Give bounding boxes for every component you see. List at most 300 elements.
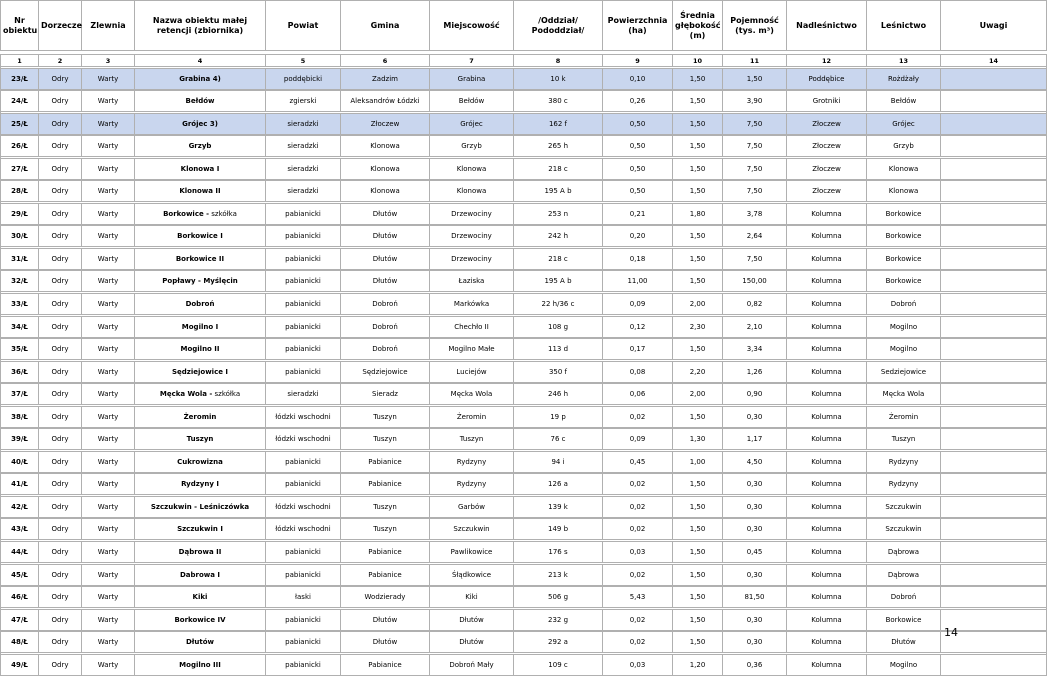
cell-miejscowosc: Dłutów: [430, 609, 514, 630]
cell-pojemnosc: 3,90: [723, 91, 787, 112]
cell-nazwa: [135, 68, 266, 89]
cell-nr: 41/Ł: [1, 474, 39, 495]
cell-uwagi: [941, 406, 1047, 427]
cell-powiat: pabianicki: [266, 271, 341, 292]
cell-glebokosc: 1,00: [673, 451, 723, 472]
cell-zlewnia: Warty: [82, 181, 135, 202]
cell-dorzecze: Odry: [39, 451, 82, 472]
cell-nazwa-suffix: szkółka: [212, 390, 241, 399]
cell-nadlesnictwo: Kolumna: [787, 429, 867, 450]
table-row: [1, 181, 1047, 202]
cell-pojemnosc: 0,36: [723, 654, 787, 675]
cell-miejscowosc: Grabina: [430, 68, 514, 89]
cell-zlewnia: Warty: [82, 68, 135, 89]
cell-zlewnia: Warty: [82, 136, 135, 157]
cell-zlewnia: Warty: [82, 384, 135, 405]
cell-powierzchnia: 0,09: [603, 294, 673, 315]
cell-nadlesnictwo: Kolumna: [787, 587, 867, 608]
cell-glebokosc: 1,50: [673, 339, 723, 360]
cell-oddzial: 246 h: [514, 384, 603, 405]
cell-nr: 33/Ł: [1, 294, 39, 315]
cell-pojemnosc: 2,10: [723, 316, 787, 337]
cell-miejscowosc: Szczukwin: [430, 519, 514, 540]
table-row: [1, 429, 1047, 450]
cell-powiat: łódzki wschodni: [266, 519, 341, 540]
cell-oddzial: 265 h: [514, 136, 603, 157]
cell-zlewnia: Warty: [82, 474, 135, 495]
cell-powiat: sieradzki: [266, 158, 341, 179]
cell-dorzecze: Odry: [39, 542, 82, 563]
cell-pojemnosc: 0,30: [723, 519, 787, 540]
cell-dorzecze: Odry: [39, 294, 82, 315]
cell-gmina: Pabianice: [341, 474, 430, 495]
column-number-row: [1, 55, 1047, 67]
cell-oddzial: 218 c: [514, 158, 603, 179]
table-row: [1, 564, 1047, 585]
cell-nazwa: [135, 384, 266, 405]
cell-powiat: pabianicki: [266, 361, 341, 382]
cell-lesnictwo: Mogilno: [867, 316, 941, 337]
cell-nr: 46/Ł: [1, 587, 39, 608]
cell-nazwa-main: Klonowa I: [180, 164, 220, 173]
cell-nr: 48/Ł: [1, 632, 39, 653]
cell-glebokosc: 1,50: [673, 564, 723, 585]
cell-zlewnia: Warty: [82, 654, 135, 675]
header-nr: Nr obiektu: [1, 1, 39, 51]
cell-pojemnosc: 0,30: [723, 474, 787, 495]
cell-powiat: pabianicki: [266, 339, 341, 360]
cell-nadlesnictwo: Złoczew: [787, 113, 867, 134]
cell-gmina: Tuszyn: [341, 406, 430, 427]
cell-miejscowosc: Markówka: [430, 294, 514, 315]
cell-oddzial: 139 k: [514, 496, 603, 517]
cell-glebokosc: 1,50: [673, 542, 723, 563]
cell-lesnictwo: Szczukwin: [867, 496, 941, 517]
cell-pojemnosc: 0,30: [723, 406, 787, 427]
cell-nazwa: [135, 271, 266, 292]
cell-nazwa-main: Mogilno I: [181, 322, 219, 331]
header-gmina: Gmina: [341, 1, 430, 51]
cell-pojemnosc: 3,34: [723, 339, 787, 360]
cell-oddzial: 126 a: [514, 474, 603, 495]
cell-pojemnosc: 81,50: [723, 587, 787, 608]
cell-nazwa-main: Popławy - Myślęcin: [162, 277, 238, 286]
cell-nazwa: [135, 203, 266, 224]
cell-lesnictwo: Borkowice: [867, 609, 941, 630]
cell-nr: 42/Ł: [1, 496, 39, 517]
cell-lesnictwo: Dąbrowa: [867, 542, 941, 563]
cell-oddzial: 380 c: [514, 91, 603, 112]
cell-nazwa: [135, 248, 266, 269]
cell-oddzial: 218 c: [514, 248, 603, 269]
table-row: [1, 406, 1047, 427]
cell-pojemnosc: 7,50: [723, 248, 787, 269]
cell-zlewnia: Warty: [82, 429, 135, 450]
column-number: 4: [135, 55, 266, 67]
header-lesnictwo: Leśnictwo: [867, 1, 941, 51]
cell-miejscowosc: Męcka Wola: [430, 384, 514, 405]
cell-dorzecze: Odry: [39, 181, 82, 202]
cell-pojemnosc: 0,30: [723, 632, 787, 653]
cell-glebokosc: 1,50: [673, 158, 723, 179]
cell-gmina: Pabianice: [341, 451, 430, 472]
cell-dorzecze: Odry: [39, 339, 82, 360]
cell-nadlesnictwo: Kolumna: [787, 474, 867, 495]
cell-nr: 35/Ł: [1, 339, 39, 360]
cell-nazwa: [135, 294, 266, 315]
cell-lesnictwo: Żeromin: [867, 406, 941, 427]
cell-glebokosc: 2,00: [673, 294, 723, 315]
cell-miejscowosc: Pawlikowice: [430, 542, 514, 563]
cell-nazwa: [135, 429, 266, 450]
cell-powierzchnia: 0,50: [603, 158, 673, 179]
cell-nr: 40/Ł: [1, 451, 39, 472]
table-row: [1, 91, 1047, 112]
cell-zlewnia: Warty: [82, 542, 135, 563]
cell-oddzial: 506 g: [514, 587, 603, 608]
cell-zlewnia: Warty: [82, 632, 135, 653]
cell-nazwa-main: Borkowice -: [163, 209, 210, 218]
table-row: [1, 451, 1047, 472]
cell-lesnictwo: Rydzyny: [867, 474, 941, 495]
cell-powierzchnia: 5,43: [603, 587, 673, 608]
cell-lesnictwo: Borkowice: [867, 226, 941, 247]
cell-nazwa: [135, 91, 266, 112]
cell-oddzial: 113 d: [514, 339, 603, 360]
cell-uwagi: [941, 587, 1047, 608]
cell-powiat: łódzki wschodni: [266, 496, 341, 517]
cell-powierzchnia: 0,50: [603, 113, 673, 134]
cell-lesnictwo: Dobroń: [867, 294, 941, 315]
cell-nadlesnictwo: Poddębice: [787, 68, 867, 89]
cell-dorzecze: Odry: [39, 91, 82, 112]
cell-gmina: Sędziejowice: [341, 361, 430, 382]
cell-powiat: sieradzki: [266, 384, 341, 405]
cell-nr: 44/Ł: [1, 542, 39, 563]
cell-gmina: Dobroń: [341, 294, 430, 315]
cell-nazwa-main: Mogilno III: [179, 660, 221, 669]
cell-oddzial: 94 i: [514, 451, 603, 472]
cell-zlewnia: Warty: [82, 271, 135, 292]
cell-uwagi: [941, 451, 1047, 472]
cell-zlewnia: Warty: [82, 248, 135, 269]
table-row: [1, 203, 1047, 224]
cell-powiat: sieradzki: [266, 136, 341, 157]
cell-uwagi: [941, 181, 1047, 202]
cell-pojemnosc: 0,45: [723, 542, 787, 563]
cell-lesnictwo: Grójec: [867, 113, 941, 134]
cell-nazwa: [135, 564, 266, 585]
cell-gmina: Złoczew: [341, 113, 430, 134]
cell-glebokosc: 1,50: [673, 496, 723, 517]
cell-uwagi: [941, 542, 1047, 563]
table-row: [1, 339, 1047, 360]
header-row: [1, 1, 1047, 51]
cell-uwagi: [941, 68, 1047, 89]
cell-nazwa-main: Kiki: [192, 593, 208, 602]
cell-nr: 26/Ł: [1, 136, 39, 157]
column-number: 13: [867, 55, 941, 67]
cell-nazwa-main: Mogilno II: [180, 345, 220, 354]
cell-powierzchnia: 0,10: [603, 68, 673, 89]
cell-nazwa-main: Sędziejowice I: [171, 367, 229, 376]
cell-nazwa-main: Borkowice I: [177, 232, 223, 241]
cell-nr: 47/Ł: [1, 609, 39, 630]
cell-gmina: Tuszyn: [341, 519, 430, 540]
cell-powierzchnia: 0,02: [603, 474, 673, 495]
cell-nadlesnictwo: Złoczew: [787, 158, 867, 179]
cell-uwagi: [941, 226, 1047, 247]
cell-nazwa: [135, 519, 266, 540]
cell-pojemnosc: 150,00: [723, 271, 787, 292]
cell-gmina: Pabianice: [341, 654, 430, 675]
cell-nazwa-main: Klonowa II: [179, 187, 221, 196]
column-number: 10: [673, 55, 723, 67]
cell-pojemnosc: 0,30: [723, 496, 787, 517]
cell-dorzecze: Odry: [39, 68, 82, 89]
cell-miejscowosc: Drzewociny: [430, 226, 514, 247]
cell-nr: 27/Ł: [1, 158, 39, 179]
cell-miejscowosc: Śłądkowice: [430, 564, 514, 585]
cell-nadlesnictwo: Kolumna: [787, 519, 867, 540]
cell-nadlesnictwo: Kolumna: [787, 294, 867, 315]
cell-dorzecze: Odry: [39, 632, 82, 653]
cell-nazwa: [135, 474, 266, 495]
cell-oddzial: 162 f: [514, 113, 603, 134]
cell-dorzecze: Odry: [39, 406, 82, 427]
cell-glebokosc: 1,50: [673, 248, 723, 269]
cell-nadlesnictwo: Kolumna: [787, 632, 867, 653]
header-zlewnia: Zlewnia: [82, 1, 135, 51]
cell-nadlesnictwo: Kolumna: [787, 384, 867, 405]
cell-pojemnosc: 1,26: [723, 361, 787, 382]
cell-pojemnosc: 0,30: [723, 609, 787, 630]
column-number: 9: [603, 55, 673, 67]
cell-pojemnosc: 7,50: [723, 136, 787, 157]
cell-uwagi: [941, 429, 1047, 450]
cell-zlewnia: Warty: [82, 294, 135, 315]
cell-dorzecze: Odry: [39, 429, 82, 450]
cell-gmina: Klonowa: [341, 181, 430, 202]
column-number: 2: [39, 55, 82, 67]
cell-powiat: pabianicki: [266, 248, 341, 269]
table-row: [1, 632, 1047, 653]
cell-nr: 30/Ł: [1, 226, 39, 247]
cell-powierzchnia: 0,08: [603, 361, 673, 382]
cell-pojemnosc: 0,90: [723, 384, 787, 405]
cell-nazwa-main: Rydzyny I: [181, 480, 219, 489]
cell-nadlesnictwo: Kolumna: [787, 361, 867, 382]
cell-nazwa: [135, 609, 266, 630]
cell-nr: 32/Ł: [1, 271, 39, 292]
cell-nr: 38/Ł: [1, 406, 39, 427]
cell-gmina: Dobroń: [341, 339, 430, 360]
cell-glebokosc: 2,20: [673, 361, 723, 382]
header-uwagi: Uwagi: [941, 1, 1047, 51]
cell-uwagi: [941, 91, 1047, 112]
cell-nadlesnictwo: Kolumna: [787, 609, 867, 630]
cell-uwagi: [941, 339, 1047, 360]
cell-lesnictwo: Dąbrowa: [867, 564, 941, 585]
column-number: 3: [82, 55, 135, 67]
cell-zlewnia: Warty: [82, 113, 135, 134]
cell-nr: 45/Ł: [1, 564, 39, 585]
cell-nazwa: [135, 316, 266, 337]
cell-gmina: Wodzierady: [341, 587, 430, 608]
cell-nr: 39/Ł: [1, 429, 39, 450]
cell-nazwa-main: Dąbrowa II: [178, 548, 222, 557]
cell-zlewnia: Warty: [82, 361, 135, 382]
cell-powiat: łódzki wschodni: [266, 429, 341, 450]
cell-zlewnia: Warty: [82, 496, 135, 517]
cell-dorzecze: Odry: [39, 316, 82, 337]
cell-pojemnosc: 7,50: [723, 158, 787, 179]
cell-powierzchnia: 0,09: [603, 429, 673, 450]
cell-gmina: Dłutów: [341, 203, 430, 224]
cell-nazwa-main: Borkowice II: [175, 254, 225, 263]
cell-powierzchnia: 0,06: [603, 384, 673, 405]
cell-glebokosc: 1,50: [673, 136, 723, 157]
cell-zlewnia: Warty: [82, 158, 135, 179]
cell-pojemnosc: 0,82: [723, 294, 787, 315]
cell-powiat: pabianicki: [266, 226, 341, 247]
cell-pojemnosc: 7,50: [723, 181, 787, 202]
header-nazwa: Nazwa obiektu małej retencji (zbiornika): [135, 1, 266, 51]
cell-zlewnia: Warty: [82, 316, 135, 337]
cell-miejscowosc: Luciejów: [430, 361, 514, 382]
cell-uwagi: [941, 519, 1047, 540]
cell-lesnictwo: Rydzyny: [867, 451, 941, 472]
cell-powiat: pabianicki: [266, 316, 341, 337]
cell-powierzchnia: 0,20: [603, 226, 673, 247]
cell-dorzecze: Odry: [39, 496, 82, 517]
cell-powiat: pabianicki: [266, 203, 341, 224]
cell-glebokosc: 1,50: [673, 587, 723, 608]
cell-nazwa-main: Grójec 3): [182, 119, 218, 128]
cell-glebokosc: 1,50: [673, 91, 723, 112]
cell-dorzecze: Odry: [39, 384, 82, 405]
cell-uwagi: [941, 271, 1047, 292]
cell-zlewnia: Warty: [82, 406, 135, 427]
cell-nazwa: [135, 406, 266, 427]
cell-nazwa: [135, 654, 266, 675]
cell-lesnictwo: Borkowice: [867, 271, 941, 292]
cell-glebokosc: 1,50: [673, 113, 723, 134]
cell-miejscowosc: Bełdów: [430, 91, 514, 112]
cell-nazwa: [135, 361, 266, 382]
cell-nr: 31/Ł: [1, 248, 39, 269]
cell-nazwa-main: Tuszyn: [186, 435, 214, 444]
cell-uwagi: [941, 158, 1047, 179]
cell-nazwa-main: Dłutów: [185, 638, 214, 647]
cell-powierzchnia: 0,02: [603, 609, 673, 630]
cell-gmina: Klonowa: [341, 136, 430, 157]
cell-lesnictwo: Grzyb: [867, 136, 941, 157]
cell-nazwa: [135, 136, 266, 157]
column-number: 7: [430, 55, 514, 67]
cell-gmina: Dłutów: [341, 226, 430, 247]
cell-powierzchnia: 0,02: [603, 564, 673, 585]
cell-uwagi: [941, 203, 1047, 224]
cell-nr: 34/Ł: [1, 316, 39, 337]
cell-miejscowosc: Grójec: [430, 113, 514, 134]
cell-miejscowosc: Grzyb: [430, 136, 514, 157]
cell-powierzchnia: 0,02: [603, 406, 673, 427]
cell-powierzchnia: 0,26: [603, 91, 673, 112]
cell-nr: 36/Ł: [1, 361, 39, 382]
cell-glebokosc: 1,50: [673, 68, 723, 89]
cell-nadlesnictwo: Złoczew: [787, 136, 867, 157]
cell-lesnictwo: Rożdżały: [867, 68, 941, 89]
cell-miejscowosc: Rydzyny: [430, 474, 514, 495]
cell-zlewnia: Warty: [82, 226, 135, 247]
cell-powiat: pabianicki: [266, 654, 341, 675]
cell-oddzial: 10 k: [514, 68, 603, 89]
cell-powierzchnia: 0,50: [603, 136, 673, 157]
column-number: 11: [723, 55, 787, 67]
cell-nazwa: [135, 587, 266, 608]
cell-nadlesnictwo: Kolumna: [787, 451, 867, 472]
header-pojemnosc: Pojemność (tys. m³): [723, 1, 787, 51]
cell-gmina: Tuszyn: [341, 496, 430, 517]
cell-dorzecze: Odry: [39, 158, 82, 179]
cell-glebokosc: 1,30: [673, 429, 723, 450]
table-row: [1, 496, 1047, 517]
cell-nadlesnictwo: Kolumna: [787, 564, 867, 585]
cell-nazwa-main: Grzyb: [188, 142, 212, 151]
cell-uwagi: [941, 474, 1047, 495]
cell-dorzecze: Odry: [39, 519, 82, 540]
cell-oddzial: 149 b: [514, 519, 603, 540]
cell-powierzchnia: 0,18: [603, 248, 673, 269]
cell-glebokosc: 1,50: [673, 181, 723, 202]
cell-zlewnia: Warty: [82, 91, 135, 112]
cell-gmina: Pabianice: [341, 542, 430, 563]
table-row: [1, 136, 1047, 157]
cell-nr: 23/Ł: [1, 68, 39, 89]
cell-nr: 29/Ł: [1, 203, 39, 224]
cell-dorzecze: Odry: [39, 609, 82, 630]
cell-pojemnosc: 2,64: [723, 226, 787, 247]
cell-uwagi: [941, 294, 1047, 315]
cell-nadlesnictwo: Kolumna: [787, 339, 867, 360]
cell-nadlesnictwo: Kolumna: [787, 316, 867, 337]
cell-nr: 28/Ł: [1, 181, 39, 202]
cell-nazwa: [135, 158, 266, 179]
cell-pojemnosc: 4,50: [723, 451, 787, 472]
column-number: 8: [514, 55, 603, 67]
cell-miejscowosc: Tuszyn: [430, 429, 514, 450]
cell-powiat: sieradzki: [266, 113, 341, 134]
column-number: 6: [341, 55, 430, 67]
cell-oddzial: 195 A b: [514, 181, 603, 202]
table-row: [1, 587, 1047, 608]
cell-glebokosc: 1,50: [673, 406, 723, 427]
column-number: 5: [266, 55, 341, 67]
table-row: [1, 474, 1047, 495]
cell-zlewnia: Warty: [82, 587, 135, 608]
cell-lesnictwo: Dłutów: [867, 632, 941, 653]
cell-powiat: pabianicki: [266, 451, 341, 472]
cell-powierzchnia: 0,02: [603, 632, 673, 653]
cell-nazwa-main: Szczukwin - Leśniczówka: [150, 502, 250, 511]
cell-nadlesnictwo: Kolumna: [787, 248, 867, 269]
cell-glebokosc: 1,50: [673, 609, 723, 630]
cell-glebokosc: 1,20: [673, 654, 723, 675]
header-powierzchnia: Powierzchnia (ha): [603, 1, 673, 51]
cell-powierzchnia: 0,45: [603, 451, 673, 472]
cell-powiat: pabianicki: [266, 294, 341, 315]
